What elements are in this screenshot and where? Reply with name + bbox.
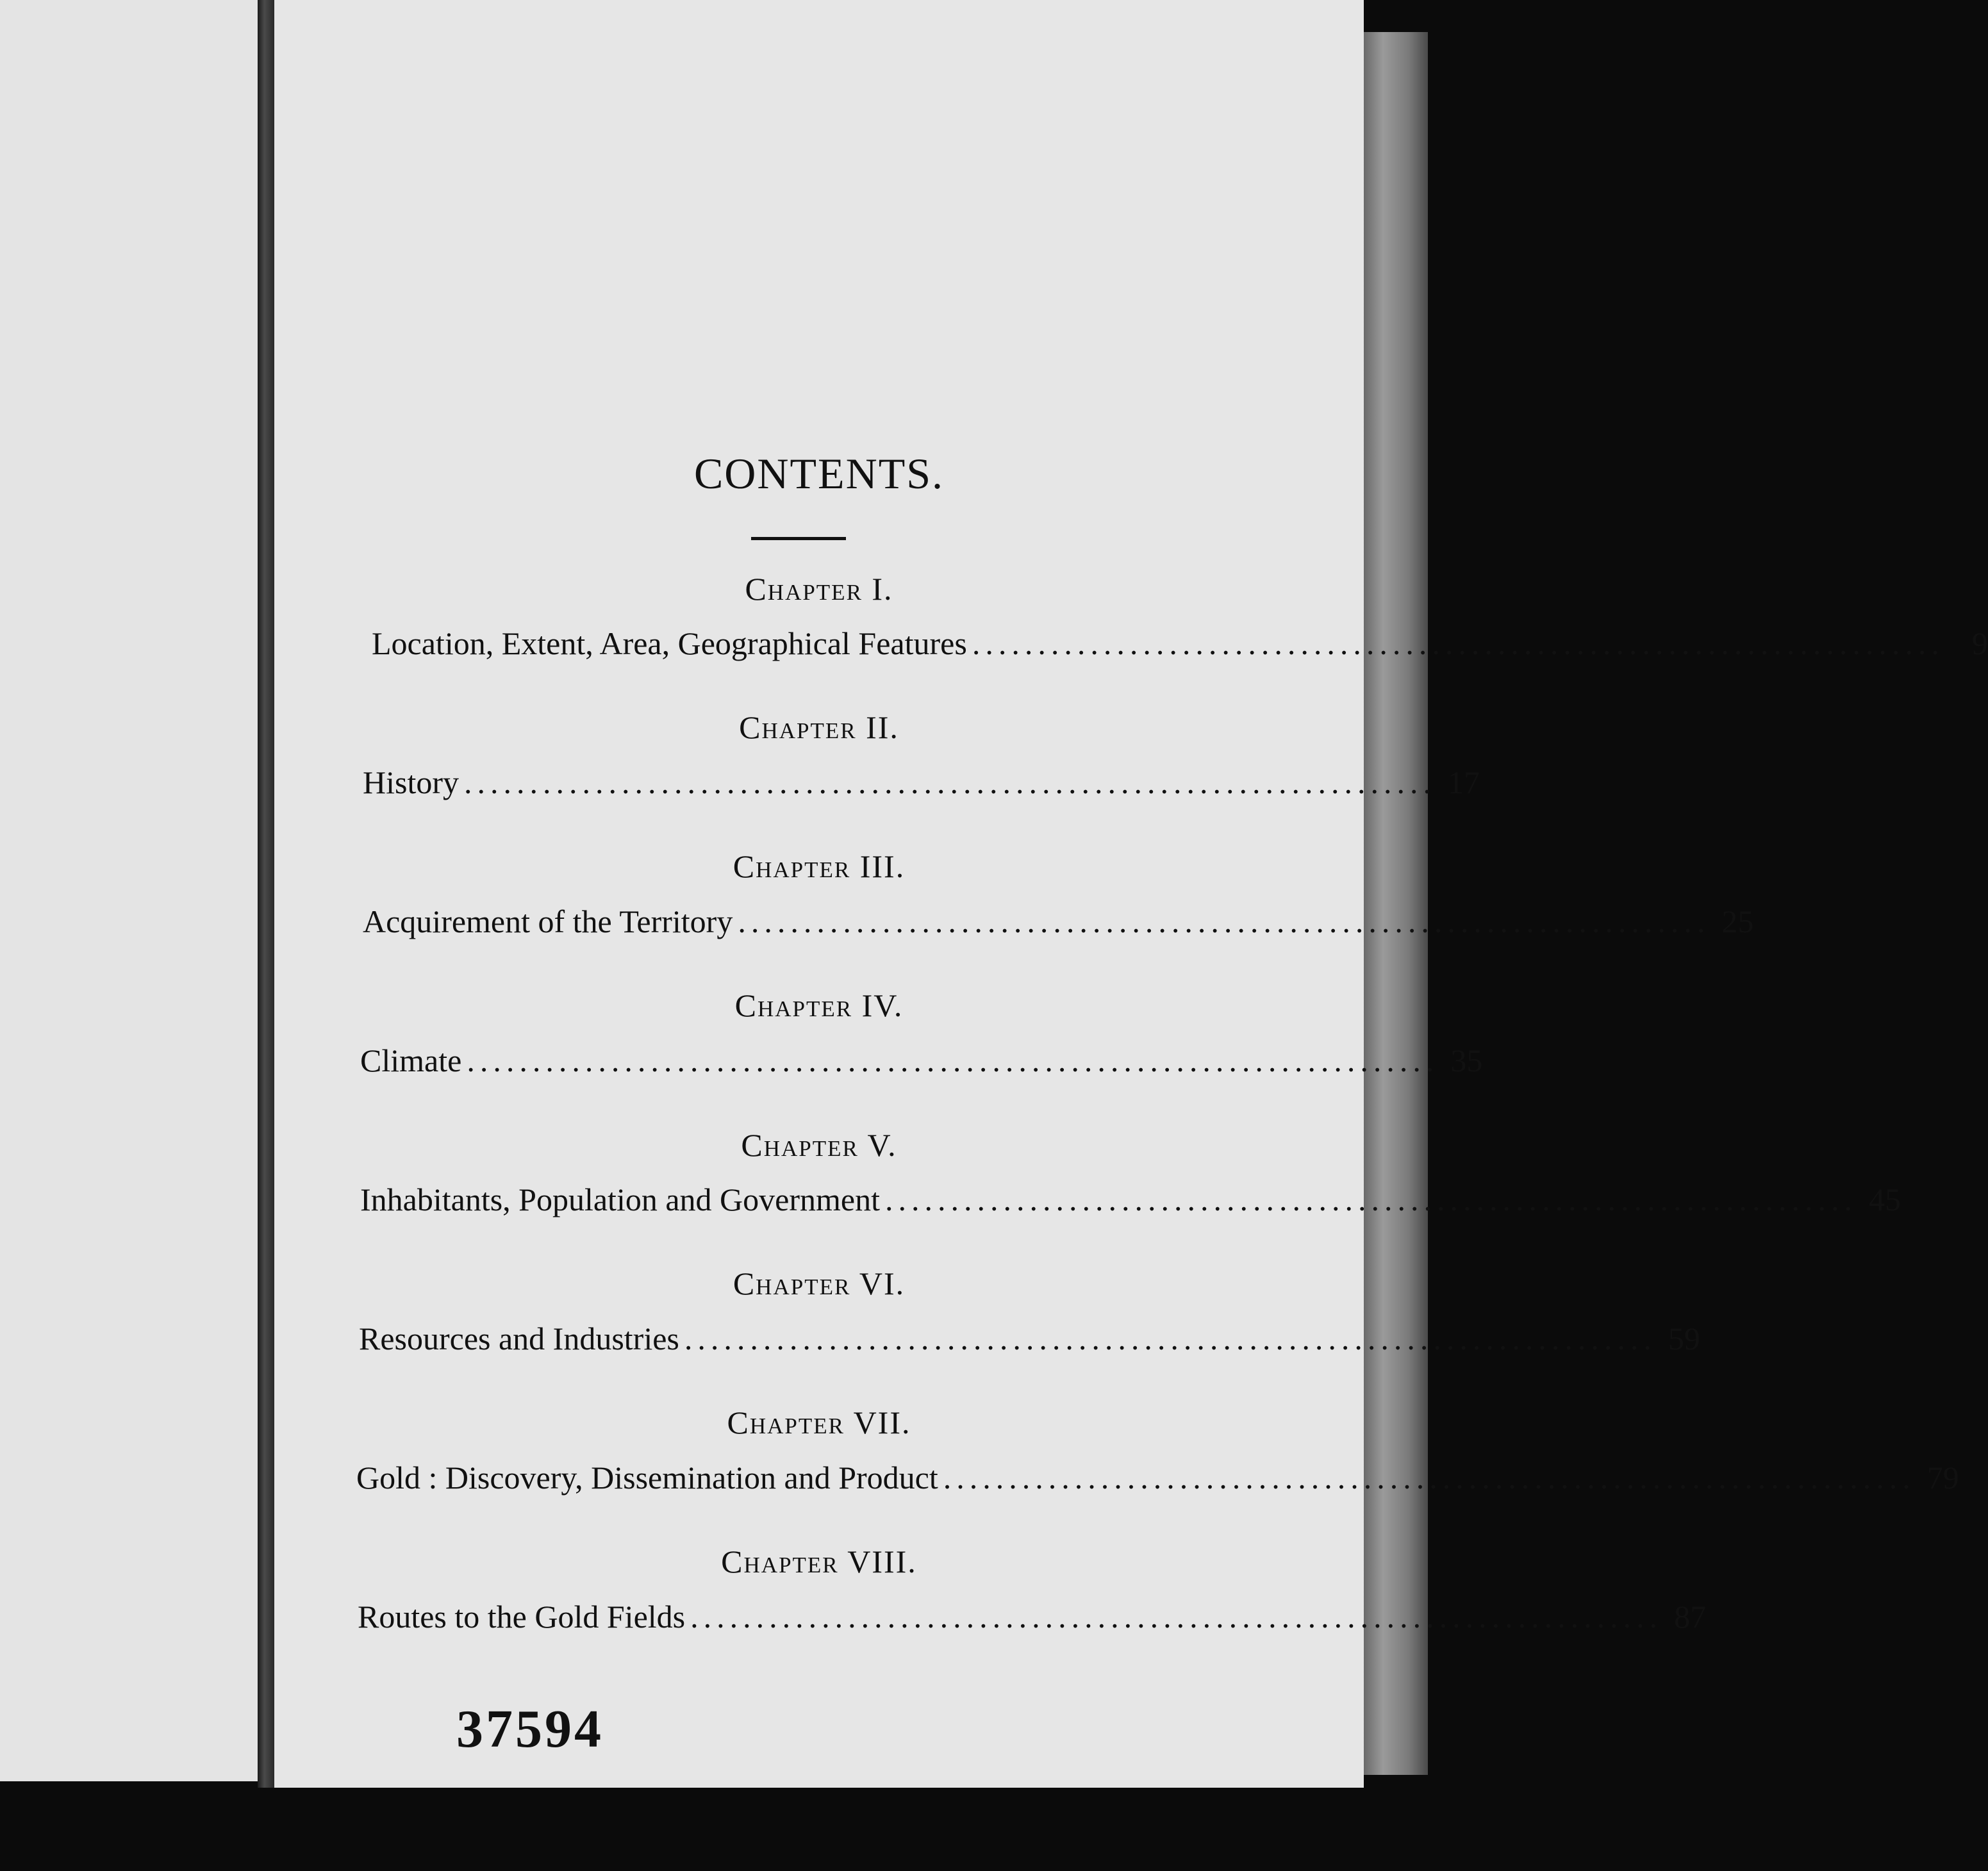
leader-dots: ..........................................................................	[943, 1460, 1916, 1496]
toc-entry-page: 9	[1971, 625, 1988, 661]
toc-entry-page: 17	[1448, 764, 1480, 800]
toc-entry	[359, 1320, 1700, 1365]
toc-entry-page: 87	[1674, 1599, 1707, 1635]
toc-entry-page: 25	[1721, 903, 1754, 939]
toc-entry-page: 45	[1868, 1182, 1901, 1217]
toc-entry-title: Acquirement of the Territory	[363, 903, 733, 939]
leader-dots: ..........................................................................	[738, 903, 1711, 939]
toc-entry	[356, 1459, 1959, 1504]
title-rule	[751, 537, 846, 540]
leader-dots: ..........................................................................	[467, 1043, 1439, 1078]
leader-dots: ..........................................................................	[684, 1321, 1657, 1356]
chapter-heading: Chapter II.	[739, 709, 899, 745]
toc-entry-title: Climate	[360, 1043, 462, 1078]
chapter-heading: Chapter VIII.	[721, 1544, 917, 1579]
chapter-heading: Chapter IV.	[734, 987, 904, 1023]
toc-entry-page: 35	[1450, 1043, 1483, 1078]
toc-entry-page: 79	[1926, 1460, 1959, 1496]
leader-dots: ..........................................................................	[972, 625, 1944, 661]
contents-title: CONTENTS.	[693, 449, 945, 498]
right-page	[274, 0, 1364, 1788]
toc-entry-title: Location, Extent, Area, Geographical Features	[372, 625, 967, 661]
left-page	[0, 0, 258, 1781]
toc-entry	[363, 764, 1480, 809]
toc-entry-title: Inhabitants, Population and Government	[360, 1182, 880, 1217]
toc-entry	[363, 903, 1754, 948]
chapter-heading: Chapter VI.	[733, 1265, 906, 1301]
chapter-heading: Chapter I.	[745, 571, 893, 607]
toc-entry-title: Resources and Industries	[359, 1321, 679, 1356]
chapter-heading: Chapter VII.	[727, 1405, 911, 1440]
toc-entry-title: Gold : Discovery, Dissemination and Product	[356, 1460, 938, 1496]
toc-entry	[360, 1042, 1483, 1087]
catalog-number-stamp: 37594	[456, 1699, 604, 1759]
leader-dots: ..........................................................................	[464, 764, 1436, 800]
toc-entry	[372, 625, 1988, 670]
toc-entry-title: Routes to the Gold Fields	[358, 1599, 686, 1635]
toc-entry-title: History	[363, 764, 459, 800]
leader-dots: ..........................................................................	[690, 1599, 1663, 1635]
leader-dots: ..........................................................................	[884, 1182, 1857, 1217]
toc-entry	[358, 1598, 1707, 1643]
chapter-heading: Chapter III.	[733, 848, 906, 884]
toc-entry	[360, 1181, 1901, 1226]
toc-entry-page: 59	[1668, 1321, 1700, 1356]
book-gutter	[258, 0, 274, 1788]
chapter-heading: Chapter V.	[741, 1127, 897, 1163]
